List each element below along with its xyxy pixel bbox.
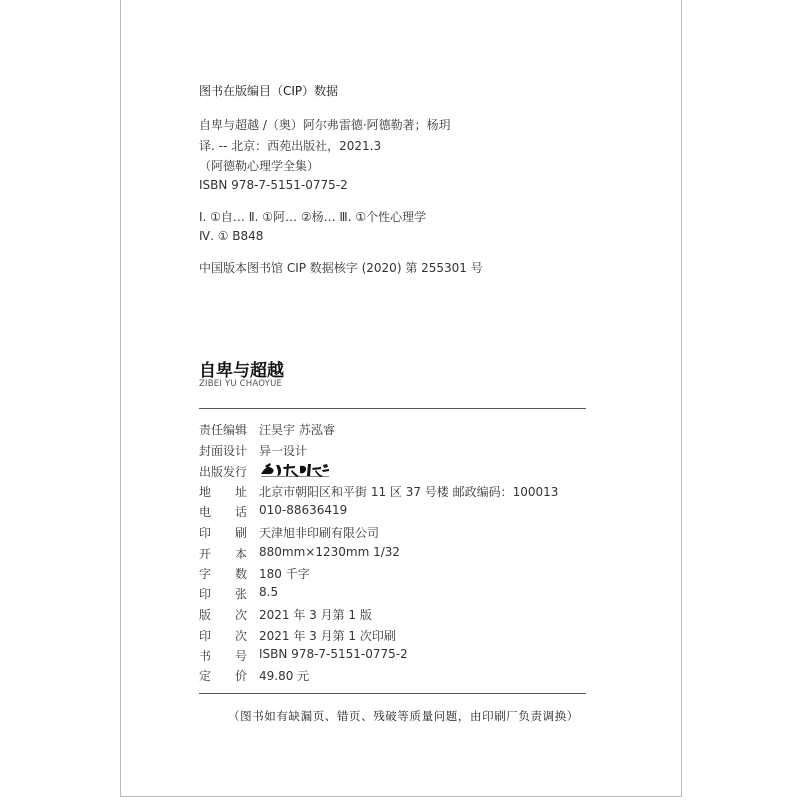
detail-label: 印 刷 (199, 526, 247, 540)
cip-line: 自卑与超越 /（奥）阿尔弗雷德·阿德勒著；杨玥 (199, 118, 451, 132)
detail-value: 8.5 (259, 585, 279, 599)
cip-line: ISBN 978-7-5151-0775-2 (199, 178, 348, 192)
detail-label: 电 话 (199, 505, 247, 519)
cip-line: 译. -- 北京：西苑出版社，2021.3 (199, 139, 382, 153)
detail-value: 180 千字 (259, 567, 310, 581)
detail-value: 异一设计 (259, 444, 308, 458)
copyright-page (120, 0, 682, 797)
detail-label: 开 本 (199, 547, 247, 561)
detail-label: 封面设计 (199, 444, 248, 458)
quality-notice: （图书如有缺漏页、错页、残破等质量问题，由印刷厂负责调换） (228, 709, 579, 723)
publisher-logo-icon (259, 461, 331, 479)
detail-value: 010-88636419 (259, 503, 348, 517)
detail-value: 汪昊宇 苏泓睿 (259, 423, 335, 437)
cip-line: Ⅰ. ①自… Ⅱ. ①阿… ②杨… Ⅲ. ①个性心理学 (199, 210, 427, 224)
detail-value: 2021 年 3 月第 1 次印刷 (259, 629, 396, 643)
book-title: 自卑与超越 (199, 361, 284, 381)
detail-label: 字 数 (199, 567, 247, 581)
detail-label: 出版发行 (199, 465, 248, 479)
detail-label: 责任编辑 (199, 423, 248, 437)
cip-line: Ⅳ. ① B848 (199, 229, 264, 243)
divider-top (199, 408, 586, 409)
detail-label: 书 号 (199, 649, 247, 663)
cip-title: 图书在版编目（CIP）数据 (199, 84, 339, 98)
detail-value: 880mm×1230mm 1/32 (259, 545, 401, 559)
detail-value: 北京市朝阳区和平街 11 区 37 号楼 邮政编码：100013 (259, 485, 559, 499)
cip-verification-line: 中国版本图书馆 CIP 数据核字 (2020) 第 255301 号 (199, 261, 483, 275)
cip-line: （阿德勒心理学全集） (199, 159, 320, 173)
divider-bottom (199, 693, 586, 694)
detail-label: 地 址 (199, 485, 247, 499)
detail-value: 2021 年 3 月第 1 版 (259, 608, 372, 622)
detail-value: 天津旭非印刷有限公司 (259, 526, 380, 540)
book-pinyin: ZIBEI YU CHAOYUE (199, 379, 283, 389)
detail-label: 版 次 (199, 608, 247, 622)
detail-label: 定 价 (199, 669, 247, 683)
detail-value: 49.80 元 (259, 669, 310, 683)
publisher-logo (259, 463, 329, 479)
detail-value: ISBN 978-7-5151-0775-2 (259, 647, 408, 661)
detail-label: 印 次 (199, 629, 247, 643)
detail-label: 印 张 (199, 587, 247, 601)
